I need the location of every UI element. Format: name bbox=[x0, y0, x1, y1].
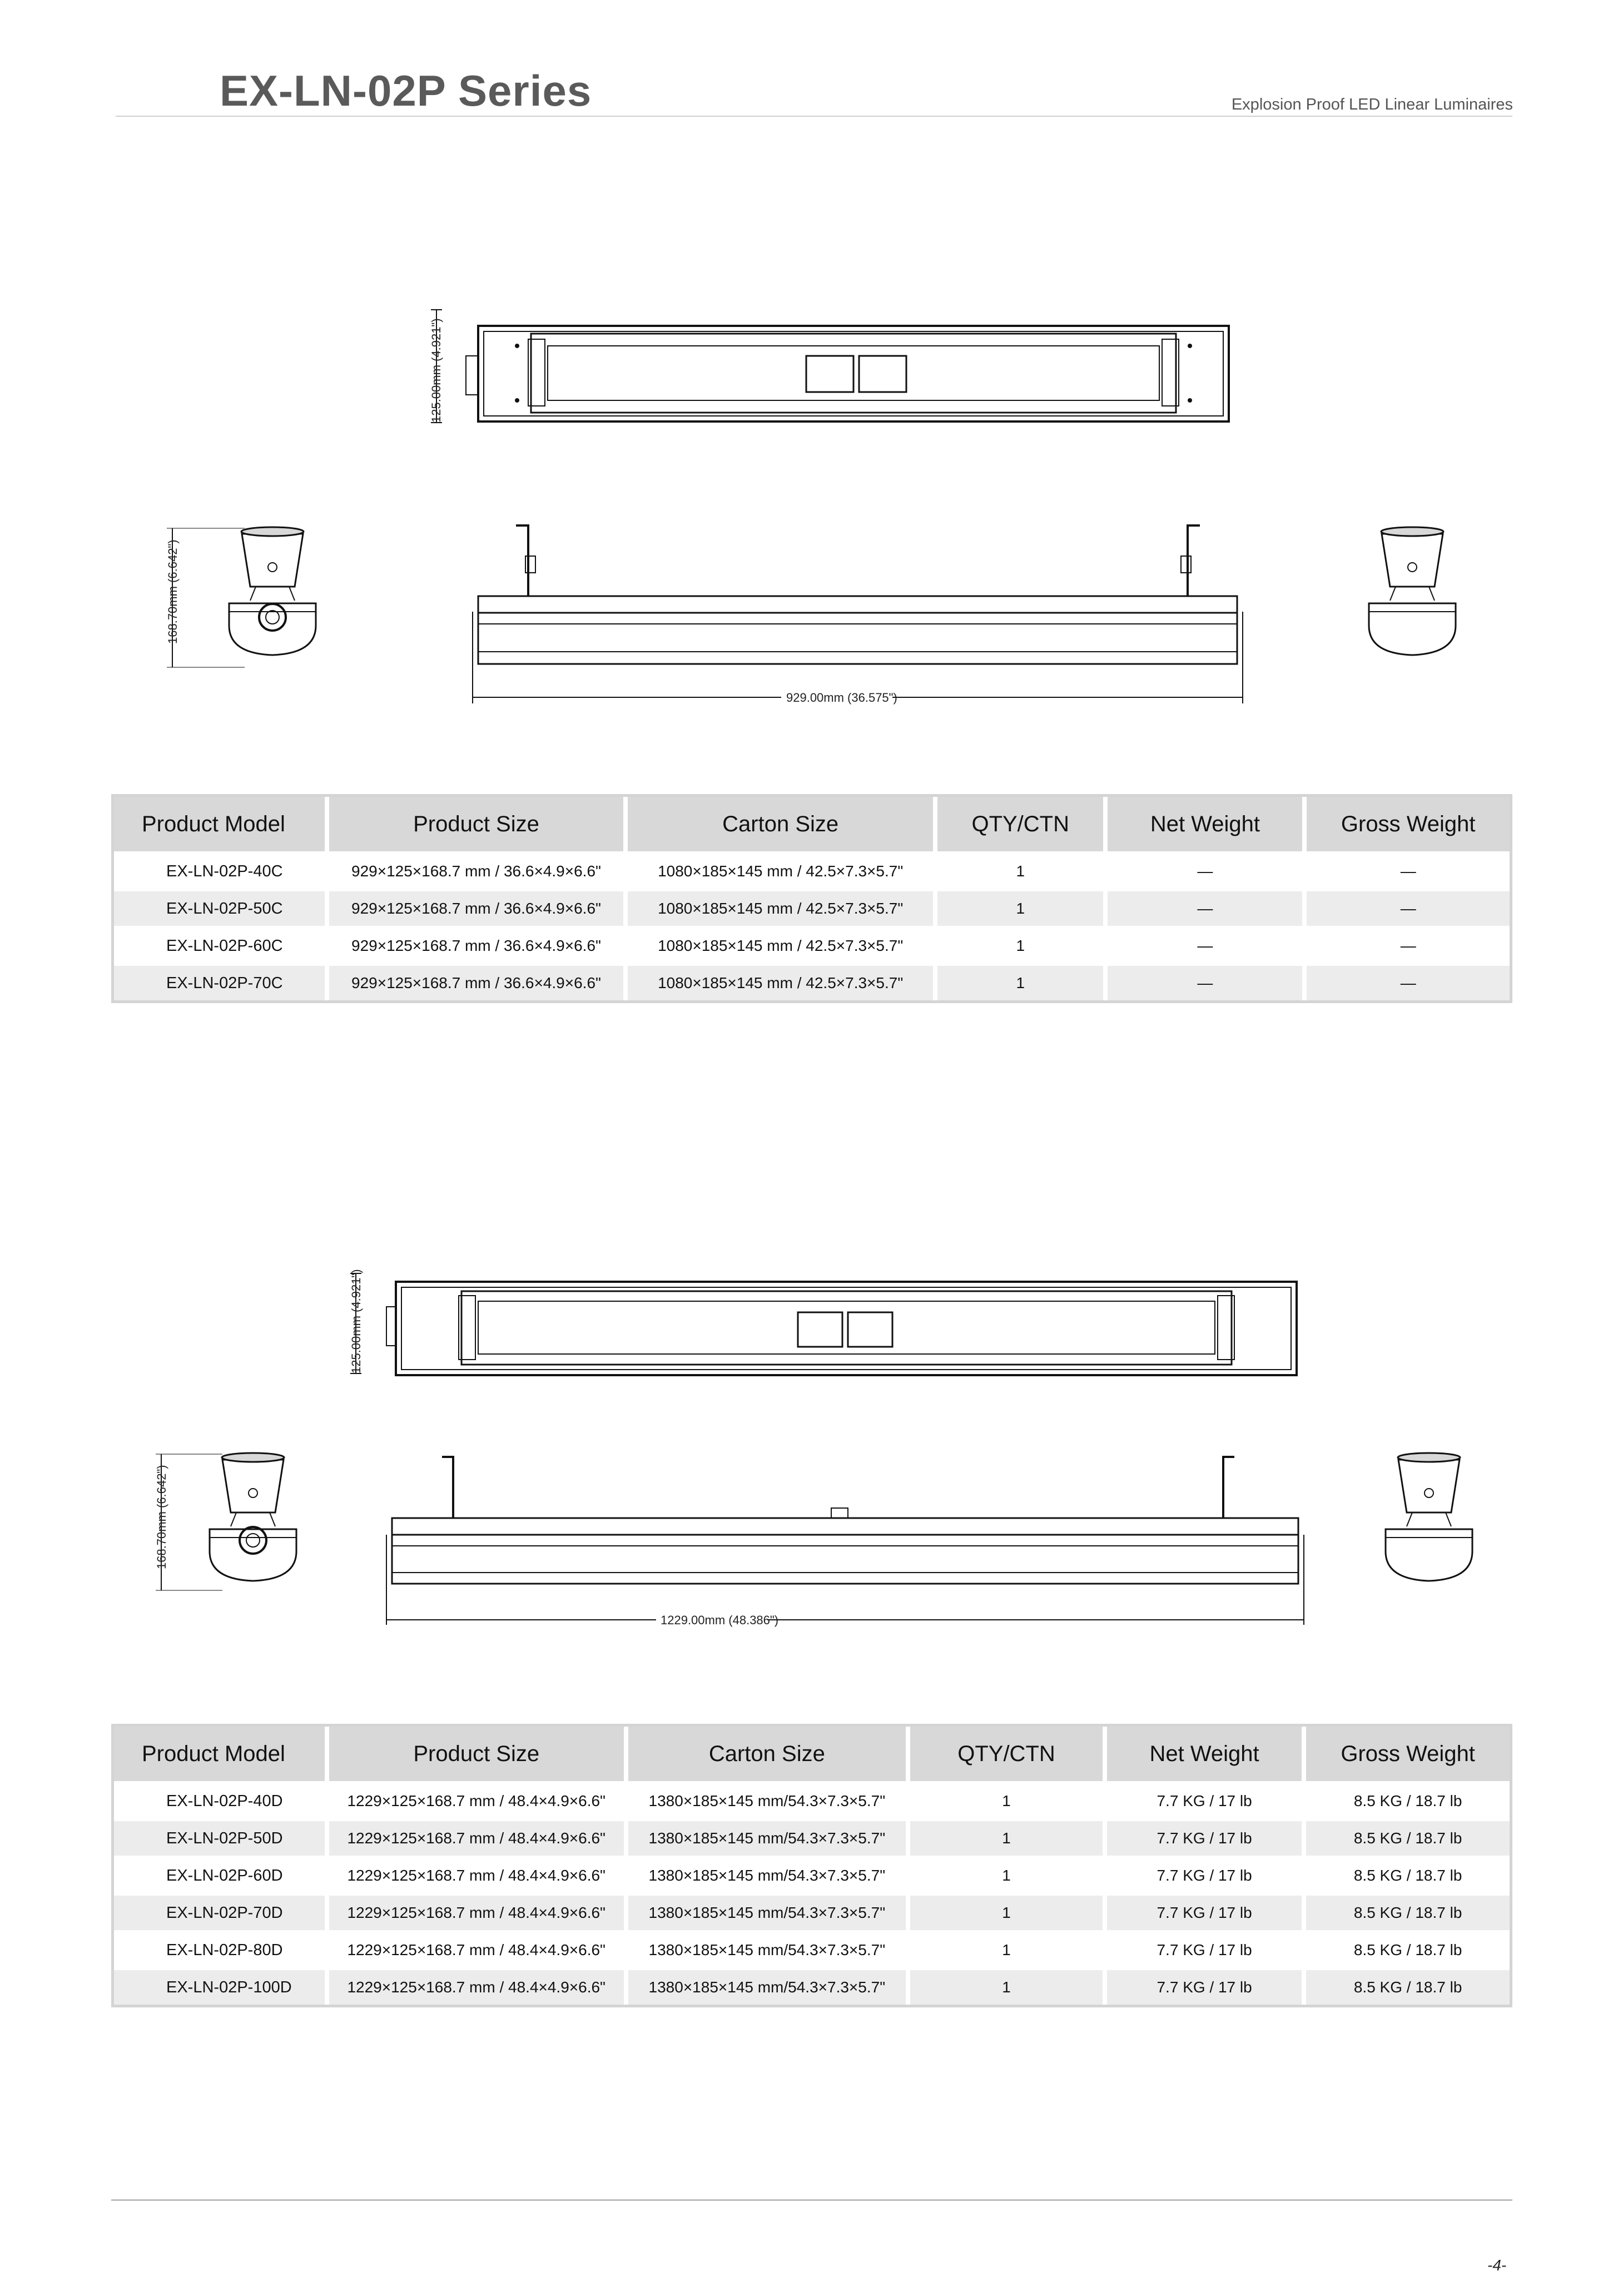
cell-gross-weight: 8.5 KG / 18.7 lb bbox=[1306, 1893, 1510, 1930]
cell-carton-size: 1380×185×145 mm/54.3×7.3×5.7" bbox=[628, 1893, 910, 1930]
cell-net-weight: 7.7 KG / 17 lb bbox=[1107, 1781, 1306, 1818]
table-row bbox=[114, 851, 1510, 889]
col-net-weight: Net Weight bbox=[1108, 797, 1307, 851]
col-net-weight: Net Weight bbox=[1107, 1727, 1306, 1781]
cell-net-weight: 7.7 KG / 17 lb bbox=[1107, 1930, 1306, 1967]
cell-qty: 1 bbox=[910, 1781, 1107, 1818]
cell-carton-size: 1380×185×145 mm/54.3×7.3×5.7" bbox=[628, 1818, 910, 1856]
col-qty: QTY/CTN bbox=[937, 797, 1108, 851]
col-gross-weight: Gross Weight bbox=[1306, 1727, 1510, 1781]
cell-gross-weight: — bbox=[1307, 889, 1510, 926]
drawing-1-length-label: 929.00mm (36.575") bbox=[786, 691, 897, 705]
cell-model: EX-LN-02P-60D bbox=[114, 1856, 329, 1893]
cell-model: EX-LN-02P-60C bbox=[114, 926, 329, 963]
cell-model: EX-LN-02P-40D bbox=[114, 1781, 329, 1818]
page-title: EX-LN-02P Series bbox=[220, 66, 592, 115]
cell-product-size: 1229×125×168.7 mm / 48.4×4.9×6.6" bbox=[329, 1818, 628, 1856]
cell-model: EX-LN-02P-40C bbox=[114, 851, 329, 889]
col-product-size: Product Size bbox=[329, 797, 628, 851]
cell-qty: 1 bbox=[937, 851, 1108, 889]
table-row bbox=[114, 889, 1510, 926]
table-row bbox=[114, 1856, 1510, 1893]
drawing-1-height-label: 125.00mm (4.921") bbox=[429, 318, 443, 423]
cell-model: EX-LN-02P-50C bbox=[114, 889, 329, 926]
cell-net-weight: — bbox=[1108, 963, 1307, 1000]
cell-gross-weight: 8.5 KG / 18.7 lb bbox=[1306, 1818, 1510, 1856]
cell-product-size: 929×125×168.7 mm / 36.6×4.9×6.6" bbox=[329, 963, 628, 1000]
cell-carton-size: 1080×185×145 mm / 42.5×7.3×5.7" bbox=[628, 851, 937, 889]
cell-carton-size: 1380×185×145 mm/54.3×7.3×5.7" bbox=[628, 1967, 910, 2005]
page-subtitle: Explosion Proof LED Linear Luminaires bbox=[1231, 96, 1513, 113]
cell-net-weight: 7.7 KG / 17 lb bbox=[1107, 1893, 1306, 1930]
cell-product-size: 1229×125×168.7 mm / 48.4×4.9×6.6" bbox=[329, 1967, 628, 2005]
cell-model: EX-LN-02P-70D bbox=[114, 1893, 329, 1930]
cell-product-size: 1229×125×168.7 mm / 48.4×4.9×6.6" bbox=[329, 1781, 628, 1818]
cell-qty: 1 bbox=[910, 1893, 1107, 1930]
cell-carton-size: 1080×185×145 mm / 42.5×7.3×5.7" bbox=[628, 926, 937, 963]
col-carton-size: Carton Size bbox=[628, 1727, 910, 1781]
table-row bbox=[114, 1781, 1510, 1818]
col-carton-size: Carton Size bbox=[628, 797, 937, 851]
spec-table-2 bbox=[111, 1724, 1512, 2007]
page-number: -4- bbox=[1487, 2257, 1507, 2274]
cell-model: EX-LN-02P-100D bbox=[114, 1967, 329, 2005]
cell-model: EX-LN-02P-70C bbox=[114, 963, 329, 1000]
cell-net-weight: 7.7 KG / 17 lb bbox=[1107, 1818, 1306, 1856]
cell-qty: 1 bbox=[910, 1930, 1107, 1967]
col-product-size: Product Size bbox=[329, 1727, 628, 1781]
drawing-2-top-view bbox=[350, 1273, 1297, 1375]
cell-carton-size: 1380×185×145 mm/54.3×7.3×5.7" bbox=[628, 1930, 910, 1967]
cell-carton-size: 1080×185×145 mm / 42.5×7.3×5.7" bbox=[628, 963, 937, 1000]
drawing-2-length-label: 1229.00mm (48.386") bbox=[661, 1613, 779, 1627]
cell-carton-size: 1380×185×145 mm/54.3×7.3×5.7" bbox=[628, 1781, 910, 1818]
cell-net-weight: 7.7 KG / 17 lb bbox=[1107, 1967, 1306, 2005]
cell-product-size: 1229×125×168.7 mm / 48.4×4.9×6.6" bbox=[329, 1893, 628, 1930]
cell-product-size: 1229×125×168.7 mm / 48.4×4.9×6.6" bbox=[329, 1930, 628, 1967]
spec-table-1 bbox=[111, 794, 1512, 1003]
cell-qty: 1 bbox=[937, 926, 1108, 963]
cell-product-size: 929×125×168.7 mm / 36.6×4.9×6.6" bbox=[329, 926, 628, 963]
cell-carton-size: 1080×185×145 mm / 42.5×7.3×5.7" bbox=[628, 889, 937, 926]
cell-qty: 1 bbox=[910, 1967, 1107, 2005]
cell-gross-weight: — bbox=[1307, 963, 1510, 1000]
footer-divider bbox=[111, 2199, 1512, 2201]
drawing-1-front-view bbox=[473, 525, 1243, 703]
cell-model: EX-LN-02P-50D bbox=[114, 1818, 329, 1856]
cell-net-weight: — bbox=[1108, 851, 1307, 889]
cell-product-size: 929×125×168.7 mm / 36.6×4.9×6.6" bbox=[329, 889, 628, 926]
cell-net-weight: 7.7 KG / 17 lb bbox=[1107, 1856, 1306, 1893]
table-row bbox=[114, 963, 1510, 1000]
drawing-2-right-end-view bbox=[1386, 1453, 1472, 1581]
cell-carton-size: 1380×185×145 mm/54.3×7.3×5.7" bbox=[628, 1856, 910, 1893]
cell-qty: 1 bbox=[910, 1856, 1107, 1893]
cell-model: EX-LN-02P-80D bbox=[114, 1930, 329, 1967]
table-row bbox=[114, 1818, 1510, 1856]
cell-gross-weight: — bbox=[1307, 851, 1510, 889]
cell-gross-weight: 8.5 KG / 18.7 lb bbox=[1306, 1930, 1510, 1967]
cell-gross-weight: 8.5 KG / 18.7 lb bbox=[1306, 1856, 1510, 1893]
drawing-1-left-end-view bbox=[167, 527, 316, 667]
table-header-row bbox=[114, 797, 1510, 851]
cell-qty: 1 bbox=[937, 963, 1108, 1000]
drawing-1-side-height-label: 168.70mm (6.642") bbox=[166, 539, 180, 644]
drawing-2-side-height-label: 168.70mm (6.642") bbox=[155, 1465, 168, 1569]
cell-qty: 1 bbox=[910, 1818, 1107, 1856]
cell-gross-weight: 8.5 KG / 18.7 lb bbox=[1306, 1967, 1510, 2005]
col-qty: QTY/CTN bbox=[910, 1727, 1107, 1781]
drawing-1-right-end-view bbox=[1369, 527, 1456, 655]
cell-product-size: 929×125×168.7 mm / 36.6×4.9×6.6" bbox=[329, 851, 628, 889]
cell-net-weight: — bbox=[1108, 889, 1307, 926]
drawing-2-height-label: 125.00mm (4.921") bbox=[349, 1269, 363, 1373]
col-gross-weight: Gross Weight bbox=[1307, 797, 1510, 851]
cell-product-size: 1229×125×168.7 mm / 48.4×4.9×6.6" bbox=[329, 1856, 628, 1893]
table-row bbox=[114, 1930, 1510, 1967]
cell-net-weight: — bbox=[1108, 926, 1307, 963]
table-row bbox=[114, 1893, 1510, 1930]
drawing-2-left-end-view bbox=[156, 1453, 296, 1590]
col-product-model: Product Model bbox=[114, 797, 329, 851]
col-product-model: Product Model bbox=[114, 1727, 329, 1781]
drawing-1-top-view bbox=[431, 310, 1229, 423]
cell-qty: 1 bbox=[937, 889, 1108, 926]
table-header-row bbox=[114, 1727, 1510, 1781]
cell-gross-weight: — bbox=[1307, 926, 1510, 963]
table-row bbox=[114, 926, 1510, 963]
drawing-2-front-view bbox=[386, 1457, 1304, 1625]
table-row bbox=[114, 1967, 1510, 2005]
cell-gross-weight: 8.5 KG / 18.7 lb bbox=[1306, 1781, 1510, 1818]
